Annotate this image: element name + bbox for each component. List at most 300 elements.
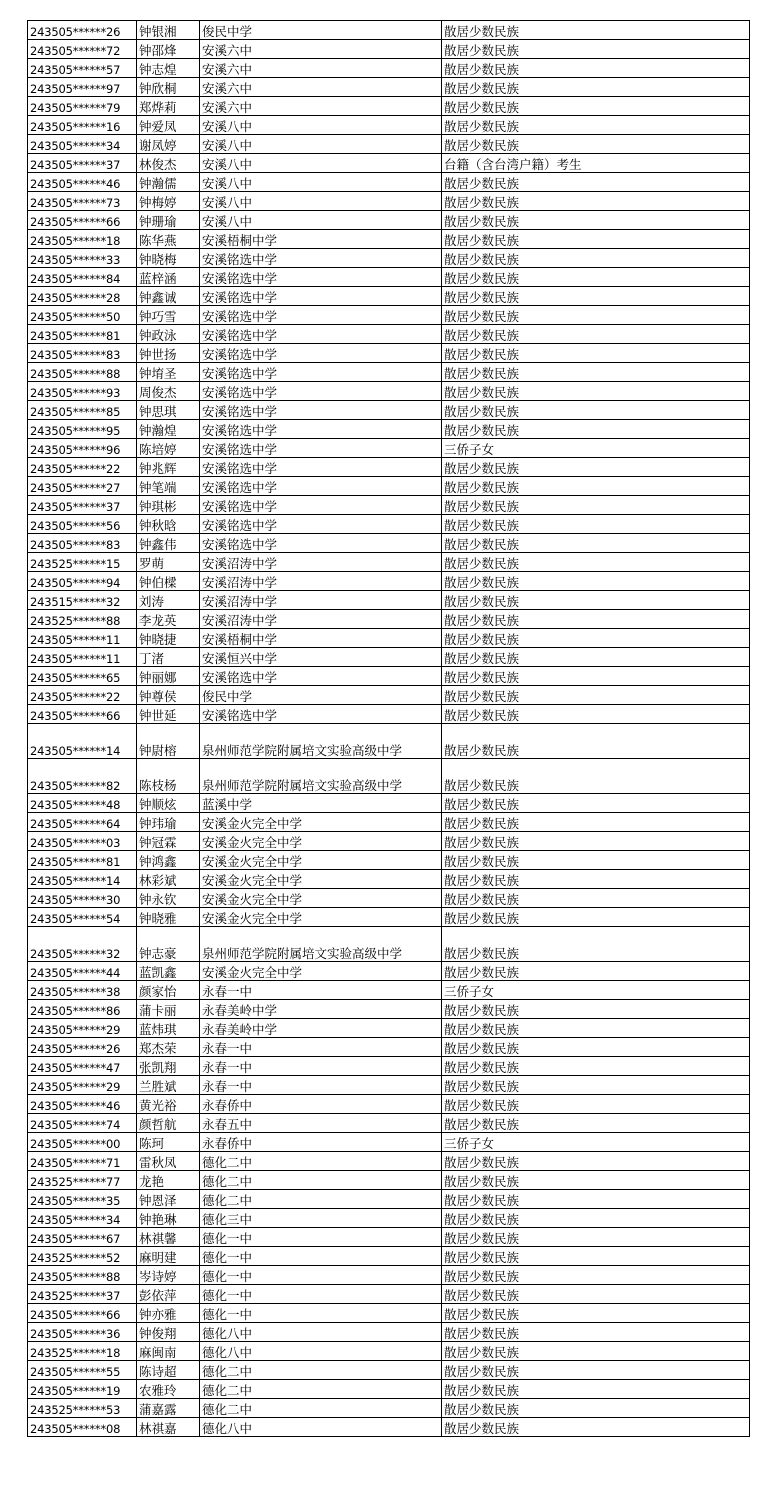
name-cell: 陈珂: [137, 1133, 200, 1152]
category-cell: 散居少数民族: [442, 287, 750, 306]
id-cell: 243505******50: [28, 306, 137, 325]
id-cell: 243505******18: [28, 230, 137, 249]
id-cell: 243505******55: [28, 1361, 137, 1380]
category-cell: 散居少数民族: [442, 572, 750, 591]
id-cell: 243505******64: [28, 813, 137, 832]
name-cell: 钟兆辉: [137, 458, 200, 477]
school-cell: 泉州师范学院附属培文实验高级中学: [200, 759, 442, 794]
id-cell: 243505******65: [28, 667, 137, 686]
id-cell: 243505******79: [28, 97, 137, 116]
school-cell: 安溪铭选中学: [200, 249, 442, 268]
table-row: [28, 962, 750, 981]
category-cell: 散居少数民族: [442, 40, 750, 59]
id-cell: 243515******32: [28, 591, 137, 610]
id-cell: 243505******37: [28, 496, 137, 515]
school-cell: 德化二中: [200, 1190, 442, 1209]
category-cell: 散居少数民族: [442, 1114, 750, 1133]
school-cell: 安溪铭选中学: [200, 496, 442, 515]
school-cell: 安溪铭选中学: [200, 458, 442, 477]
school-cell: 安溪梧桐中学: [200, 230, 442, 249]
table-row: [28, 1342, 750, 1361]
table-row: [28, 927, 750, 962]
school-cell: 德化一中: [200, 1304, 442, 1323]
category-cell: 散居少数民族: [442, 249, 750, 268]
category-cell: 散居少数民族: [442, 610, 750, 629]
name-cell: 龙艳: [137, 1171, 200, 1190]
name-cell: 麻明建: [137, 1247, 200, 1266]
category-cell: 散居少数民族: [442, 1266, 750, 1285]
school-cell: 德化一中: [200, 1285, 442, 1304]
id-cell: 243505******34: [28, 135, 137, 154]
table-row: [28, 173, 750, 192]
name-cell: 钟晓梅: [137, 249, 200, 268]
table-row: [28, 1095, 750, 1114]
name-cell: 农雅玲: [137, 1380, 200, 1399]
table-row: [28, 667, 750, 686]
school-cell: 德化一中: [200, 1228, 442, 1247]
school-cell: 永春一中: [200, 1038, 442, 1057]
table-row: [28, 59, 750, 78]
category-cell: 散居少数民族: [442, 667, 750, 686]
category-cell: 散居少数民族: [442, 534, 750, 553]
table-row: [28, 306, 750, 325]
name-cell: 钟亦雅: [137, 1304, 200, 1323]
school-cell: 安溪六中: [200, 78, 442, 97]
category-cell: 散居少数民族: [442, 325, 750, 344]
name-cell: 刘涛: [137, 591, 200, 610]
school-cell: 永春美岭中学: [200, 1019, 442, 1038]
school-cell: 泉州师范学院附属培文实验高级中学: [200, 927, 442, 962]
id-cell: 243505******30: [28, 889, 137, 908]
category-cell: 散居少数民族: [442, 458, 750, 477]
table-row: [28, 1019, 750, 1038]
table-row: [28, 1285, 750, 1304]
name-cell: 钟鑫诚: [137, 287, 200, 306]
category-cell: 散居少数民族: [442, 1361, 750, 1380]
id-cell: 243505******19: [28, 1380, 137, 1399]
table-row: [28, 1209, 750, 1228]
school-cell: 泉州师范学院附属培文实验高级中学: [200, 724, 442, 759]
category-cell: 散居少数民族: [442, 344, 750, 363]
name-cell: 雷秋凤: [137, 1152, 200, 1171]
category-cell: 散居少数民族: [442, 724, 750, 759]
name-cell: 钟邵烽: [137, 40, 200, 59]
school-cell: 安溪铭选中学: [200, 325, 442, 344]
category-cell: 散居少数民族: [442, 962, 750, 981]
id-cell: 243505******85: [28, 401, 137, 420]
id-cell: 243505******81: [28, 851, 137, 870]
category-cell: 散居少数民族: [442, 1323, 750, 1342]
id-cell: 243505******48: [28, 794, 137, 813]
table-row: [28, 135, 750, 154]
id-cell: 243505******35: [28, 1190, 137, 1209]
table-row: [28, 268, 750, 287]
school-cell: 德化二中: [200, 1399, 442, 1418]
school-cell: 安溪沼涛中学: [200, 572, 442, 591]
school-cell: 安溪铭选中学: [200, 705, 442, 724]
name-cell: 郑杰荣: [137, 1038, 200, 1057]
school-cell: 安溪铭选中学: [200, 401, 442, 420]
name-cell: 钟鑫伟: [137, 534, 200, 553]
category-cell: 散居少数民族: [442, 794, 750, 813]
category-cell: 散居少数民族: [442, 591, 750, 610]
name-cell: 钟思琪: [137, 401, 200, 420]
id-cell: 243525******18: [28, 1342, 137, 1361]
category-cell: 三侨子女: [442, 981, 750, 1000]
category-cell: 散居少数民族: [442, 1190, 750, 1209]
school-cell: 德化八中: [200, 1418, 442, 1437]
id-cell: 243505******26: [28, 21, 137, 40]
name-cell: 张凯翔: [137, 1057, 200, 1076]
id-cell: 243505******44: [28, 962, 137, 981]
table-row: [28, 1171, 750, 1190]
id-cell: 243505******29: [28, 1076, 137, 1095]
table-row: [28, 591, 750, 610]
table-row: [28, 1304, 750, 1323]
table-row: [28, 1228, 750, 1247]
name-cell: 郑烨莉: [137, 97, 200, 116]
category-cell: 散居少数民族: [442, 135, 750, 154]
table-row: [28, 553, 750, 572]
category-cell: 散居少数民族: [442, 889, 750, 908]
id-cell: 243505******66: [28, 705, 137, 724]
id-cell: 243505******14: [28, 724, 137, 759]
name-cell: 兰胜斌: [137, 1076, 200, 1095]
id-cell: 243505******66: [28, 211, 137, 230]
table-row: [28, 1323, 750, 1342]
name-cell: 钟丽娜: [137, 667, 200, 686]
category-cell: 散居少数民族: [442, 629, 750, 648]
category-cell: 散居少数民族: [442, 97, 750, 116]
id-cell: 243525******88: [28, 610, 137, 629]
name-cell: 钟俊翔: [137, 1323, 200, 1342]
table-row: [28, 1399, 750, 1418]
name-cell: 林祺嘉: [137, 1418, 200, 1437]
id-cell: 243505******14: [28, 870, 137, 889]
name-cell: 陈枝杨: [137, 759, 200, 794]
category-cell: 散居少数民族: [442, 496, 750, 515]
category-cell: 散居少数民族: [442, 1304, 750, 1323]
table-row: [28, 1190, 750, 1209]
category-cell: 散居少数民族: [442, 553, 750, 572]
table-row: [28, 832, 750, 851]
category-cell: 散居少数民族: [442, 382, 750, 401]
school-cell: 安溪沼涛中学: [200, 610, 442, 629]
category-cell: 散居少数民族: [442, 306, 750, 325]
name-cell: 钟冠霖: [137, 832, 200, 851]
table-row: [28, 420, 750, 439]
id-cell: 243505******54: [28, 908, 137, 927]
name-cell: 钟尉榕: [137, 724, 200, 759]
id-cell: 243525******52: [28, 1247, 137, 1266]
table-row: [28, 344, 750, 363]
id-cell: 243505******73: [28, 192, 137, 211]
name-cell: 周俊杰: [137, 382, 200, 401]
school-cell: 安溪金火完全中学: [200, 962, 442, 981]
table-row: [28, 154, 750, 173]
table-row: [28, 572, 750, 591]
school-cell: 安溪铭选中学: [200, 382, 442, 401]
table-row: [28, 851, 750, 870]
name-cell: 林俊杰: [137, 154, 200, 173]
school-cell: 永春侨中: [200, 1095, 442, 1114]
table-row: [28, 981, 750, 1000]
name-cell: 钟永钦: [137, 889, 200, 908]
id-cell: 243505******88: [28, 1266, 137, 1285]
name-cell: 钟志豪: [137, 927, 200, 962]
school-cell: 俊民中学: [200, 21, 442, 40]
table-row: [28, 1057, 750, 1076]
id-cell: 243505******72: [28, 40, 137, 59]
category-cell: 散居少数民族: [442, 1247, 750, 1266]
school-cell: 安溪八中: [200, 192, 442, 211]
category-cell: 散居少数民族: [442, 268, 750, 287]
name-cell: 钟笔端: [137, 477, 200, 496]
category-cell: 散居少数民族: [442, 1095, 750, 1114]
category-cell: 散居少数民族: [442, 813, 750, 832]
id-cell: 243505******82: [28, 759, 137, 794]
school-cell: 安溪铭选中学: [200, 534, 442, 553]
table-row: [28, 889, 750, 908]
name-cell: 钟瀚儒: [137, 173, 200, 192]
category-cell: 台籍（含台湾户籍）考生: [442, 154, 750, 173]
school-cell: 安溪金火完全中学: [200, 851, 442, 870]
table-row: [28, 249, 750, 268]
school-cell: 俊民中学: [200, 686, 442, 705]
school-cell: 安溪铭选中学: [200, 477, 442, 496]
table-row: [28, 78, 750, 97]
table-row: [28, 40, 750, 59]
category-cell: 散居少数民族: [442, 1152, 750, 1171]
id-cell: 243505******96: [28, 439, 137, 458]
candidate-table-body: [28, 21, 750, 1437]
category-cell: 散居少数民族: [442, 1000, 750, 1019]
school-cell: 安溪六中: [200, 59, 442, 78]
name-cell: 罗萌: [137, 553, 200, 572]
category-cell: 散居少数民族: [442, 211, 750, 230]
name-cell: 钟恩泽: [137, 1190, 200, 1209]
id-cell: 243505******33: [28, 249, 137, 268]
name-cell: 钟艳琳: [137, 1209, 200, 1228]
category-cell: 散居少数民族: [442, 59, 750, 78]
name-cell: 林祺馨: [137, 1228, 200, 1247]
name-cell: 陈华燕: [137, 230, 200, 249]
id-cell: 243505******22: [28, 458, 137, 477]
id-cell: 243505******81: [28, 325, 137, 344]
id-cell: 243505******29: [28, 1019, 137, 1038]
id-cell: 243505******93: [28, 382, 137, 401]
school-cell: 安溪铭选中学: [200, 306, 442, 325]
school-cell: 永春一中: [200, 1057, 442, 1076]
category-cell: 散居少数民族: [442, 1380, 750, 1399]
id-cell: 243505******86: [28, 1000, 137, 1019]
table-row: [28, 724, 750, 759]
name-cell: 钟梅婷: [137, 192, 200, 211]
school-cell: 安溪铭选中学: [200, 268, 442, 287]
table-row: [28, 1418, 750, 1437]
category-cell: 散居少数民族: [442, 1228, 750, 1247]
table-row: [28, 1133, 750, 1152]
table-row: [28, 813, 750, 832]
id-cell: 243505******32: [28, 927, 137, 962]
id-cell: 243505******38: [28, 981, 137, 1000]
name-cell: 谢凤婷: [137, 135, 200, 154]
table-row: [28, 496, 750, 515]
table-row: [28, 97, 750, 116]
name-cell: 钟世扬: [137, 344, 200, 363]
category-cell: 散居少数民族: [442, 1019, 750, 1038]
category-cell: 散居少数民族: [442, 230, 750, 249]
table-row: [28, 870, 750, 889]
category-cell: 散居少数民族: [442, 78, 750, 97]
category-cell: 散居少数民族: [442, 851, 750, 870]
category-cell: 散居少数民族: [442, 1342, 750, 1361]
table-row: [28, 1152, 750, 1171]
school-cell: 安溪八中: [200, 116, 442, 135]
school-cell: 安溪八中: [200, 154, 442, 173]
name-cell: 钟欣桐: [137, 78, 200, 97]
name-cell: 钟世延: [137, 705, 200, 724]
category-cell: 散居少数民族: [442, 1038, 750, 1057]
name-cell: 蓝炜琪: [137, 1019, 200, 1038]
name-cell: 蓝梓涵: [137, 268, 200, 287]
table-row: [28, 1266, 750, 1285]
id-cell: 243505******57: [28, 59, 137, 78]
category-cell: 散居少数民族: [442, 908, 750, 927]
table-row: [28, 648, 750, 667]
table-row: [28, 908, 750, 927]
id-cell: 243505******74: [28, 1114, 137, 1133]
school-cell: 安溪铭选中学: [200, 439, 442, 458]
id-cell: 243505******83: [28, 534, 137, 553]
school-cell: 安溪六中: [200, 40, 442, 59]
school-cell: 安溪八中: [200, 135, 442, 154]
table-row: [28, 1114, 750, 1133]
id-cell: 243505******94: [28, 572, 137, 591]
school-cell: 德化八中: [200, 1342, 442, 1361]
school-cell: 安溪金火完全中学: [200, 908, 442, 927]
table-row: [28, 325, 750, 344]
school-cell: 德化一中: [200, 1247, 442, 1266]
category-cell: 散居少数民族: [442, 1076, 750, 1095]
category-cell: 散居少数民族: [442, 1399, 750, 1418]
id-cell: 243505******46: [28, 173, 137, 192]
school-cell: 安溪金火完全中学: [200, 813, 442, 832]
school-cell: 安溪金火完全中学: [200, 870, 442, 889]
id-cell: 243505******83: [28, 344, 137, 363]
category-cell: 散居少数民族: [442, 363, 750, 382]
name-cell: 颜哲航: [137, 1114, 200, 1133]
id-cell: 243505******88: [28, 363, 137, 382]
school-cell: 德化三中: [200, 1209, 442, 1228]
name-cell: 彭依萍: [137, 1285, 200, 1304]
name-cell: 陈诗超: [137, 1361, 200, 1380]
school-cell: 安溪恒兴中学: [200, 648, 442, 667]
table-row: [28, 1000, 750, 1019]
category-cell: 散居少数民族: [442, 686, 750, 705]
school-cell: 永春五中: [200, 1114, 442, 1133]
id-cell: 243505******46: [28, 1095, 137, 1114]
name-cell: 蓝凯鑫: [137, 962, 200, 981]
id-cell: 243525******77: [28, 1171, 137, 1190]
table-row: [28, 1380, 750, 1399]
category-cell: 散居少数民族: [442, 705, 750, 724]
school-cell: 安溪金火完全中学: [200, 889, 442, 908]
id-cell: 243505******56: [28, 515, 137, 534]
table-row: [28, 211, 750, 230]
category-cell: 散居少数民族: [442, 116, 750, 135]
table-row: [28, 401, 750, 420]
name-cell: 蒲嘉露: [137, 1399, 200, 1418]
table-row: [28, 382, 750, 401]
table-row: [28, 629, 750, 648]
name-cell: 钟巧雪: [137, 306, 200, 325]
name-cell: 钟瀚煌: [137, 420, 200, 439]
id-cell: 243505******22: [28, 686, 137, 705]
school-cell: 安溪铭选中学: [200, 515, 442, 534]
name-cell: 钟晓雅: [137, 908, 200, 927]
category-cell: 散居少数民族: [442, 173, 750, 192]
school-cell: 安溪梧桐中学: [200, 629, 442, 648]
name-cell: 钟伯樑: [137, 572, 200, 591]
id-cell: 243505******71: [28, 1152, 137, 1171]
table-row: [28, 439, 750, 458]
category-cell: 三侨子女: [442, 439, 750, 458]
category-cell: 散居少数民族: [442, 515, 750, 534]
table-row: [28, 287, 750, 306]
name-cell: 钟玮瑜: [137, 813, 200, 832]
name-cell: 黄光裕: [137, 1095, 200, 1114]
category-cell: 三侨子女: [442, 1133, 750, 1152]
school-cell: 安溪六中: [200, 97, 442, 116]
school-cell: 安溪铭选中学: [200, 344, 442, 363]
name-cell: 钟琪彬: [137, 496, 200, 515]
category-cell: 散居少数民族: [442, 1171, 750, 1190]
name-cell: 李龙英: [137, 610, 200, 629]
school-cell: 永春美岭中学: [200, 1000, 442, 1019]
table-row: [28, 759, 750, 794]
school-cell: 德化二中: [200, 1171, 442, 1190]
category-cell: 散居少数民族: [442, 21, 750, 40]
name-cell: 钟政泳: [137, 325, 200, 344]
school-cell: 安溪八中: [200, 173, 442, 192]
table-row: [28, 1247, 750, 1266]
id-cell: 243505******03: [28, 832, 137, 851]
name-cell: 钟银湘: [137, 21, 200, 40]
school-cell: 永春一中: [200, 981, 442, 1000]
name-cell: 钟爱凤: [137, 116, 200, 135]
id-cell: 243505******67: [28, 1228, 137, 1247]
school-cell: 德化一中: [200, 1266, 442, 1285]
table-row: [28, 116, 750, 135]
table-row: [28, 1361, 750, 1380]
table-row: [28, 230, 750, 249]
id-cell: 243525******53: [28, 1399, 137, 1418]
school-cell: 安溪沼涛中学: [200, 591, 442, 610]
id-cell: 243505******11: [28, 629, 137, 648]
school-cell: 安溪铭选中学: [200, 667, 442, 686]
school-cell: 德化二中: [200, 1361, 442, 1380]
name-cell: 钟鸿鑫: [137, 851, 200, 870]
table-row: [28, 686, 750, 705]
school-cell: 安溪金火完全中学: [200, 832, 442, 851]
name-cell: 钟秋晗: [137, 515, 200, 534]
table-row: [28, 705, 750, 724]
id-cell: 243505******95: [28, 420, 137, 439]
school-cell: 德化二中: [200, 1380, 442, 1399]
table-row: [28, 458, 750, 477]
name-cell: 钟顺炫: [137, 794, 200, 813]
